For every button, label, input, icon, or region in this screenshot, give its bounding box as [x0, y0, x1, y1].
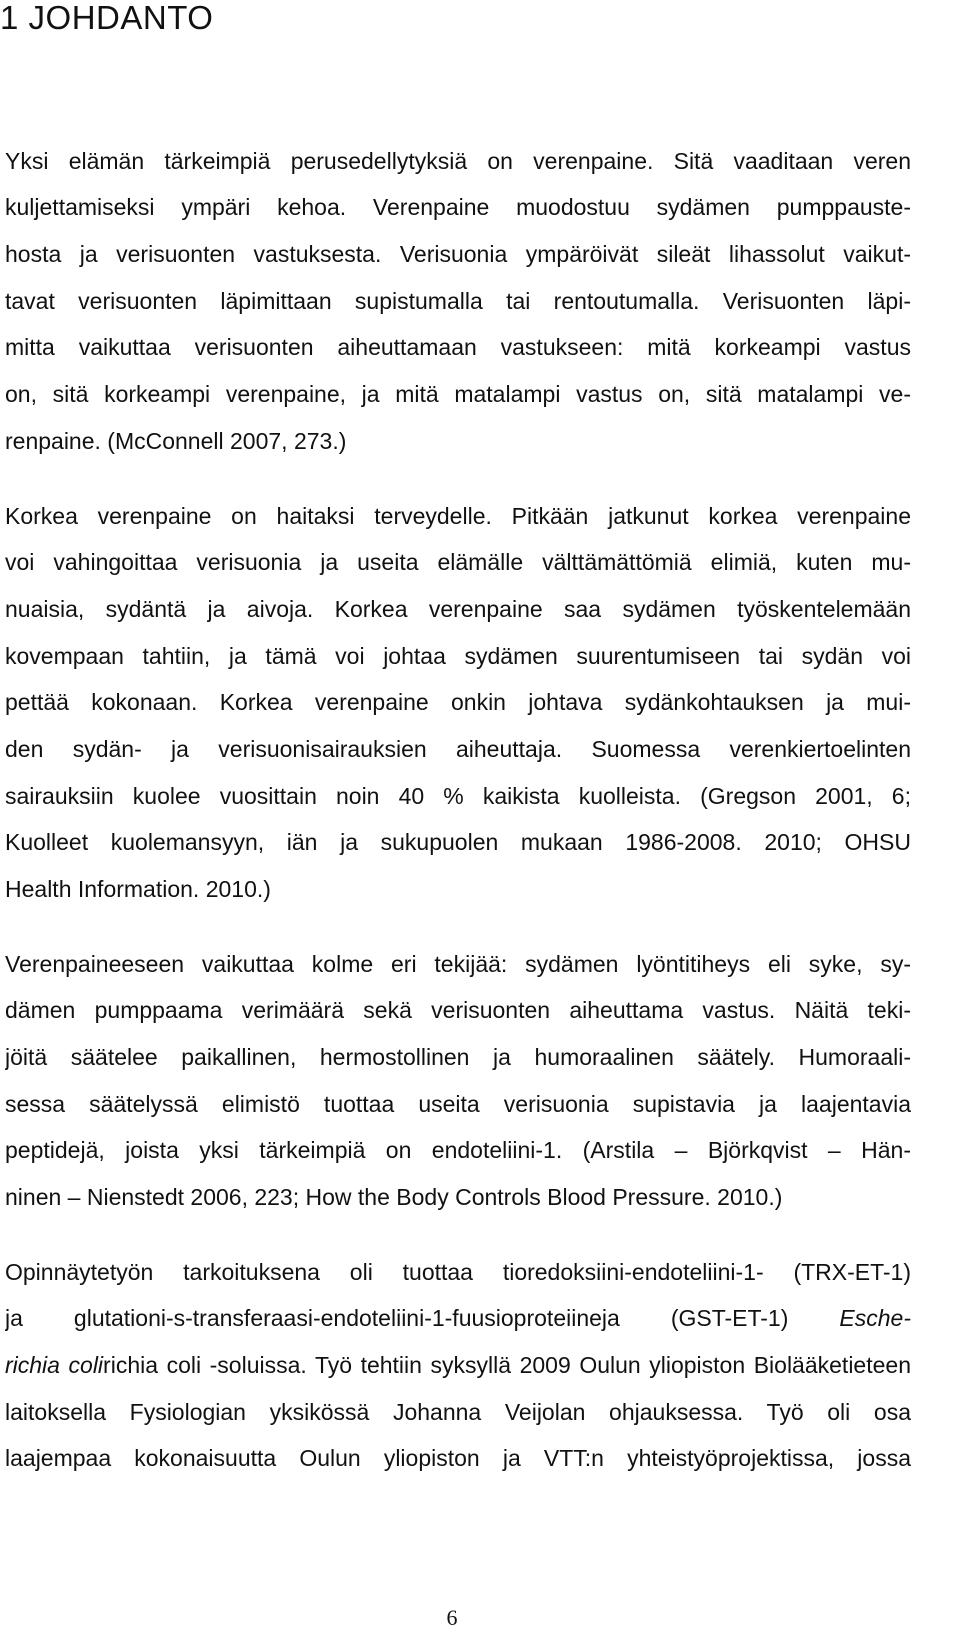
paragraph-4-line-4: laitoksella Fysiologian yksikössä Johanna Veijolan ohjauksessa. Työ oli osa [5, 1399, 911, 1425]
paragraph-2-line-7: sairauksiin kuolee vuosittain noin 40 % kaikista kuolleista. (Gregson 2001, 6; [5, 783, 911, 809]
paragraph-1-line-2: kuljettamiseksi ympäri kehoa. Verenpaine muodostuu sydämen pumppauste- [5, 194, 911, 220]
paragraph-3-line-4: sessa säätelyssä elimistö tuottaa useita verisuonia supistavia ja laajentavia [5, 1091, 911, 1117]
paragraph-3-line-1: Verenpaineeseen vaikuttaa kolme eri tekijää: sydämen lyöntitiheys eli syke, sy- [5, 951, 911, 977]
paragraph-2-line-8: Kuolleet kuolemansyyn, iän ja sukupuolen mukaan 1986-2008. 2010; OHSU [5, 829, 911, 855]
paragraph-4-line-3-italic: richia coli [5, 1352, 104, 1378]
paragraph-3-line-3: jöitä säätelee paikallinen, hermostollinen ja humoraalinen säätely. Humoraali- [5, 1044, 911, 1070]
paragraph-1-line-6: on, sitä korkeampi verenpaine, ja mitä matalampi vastus on, sitä matalampi ve- [5, 381, 911, 407]
paragraph-2-line-5: pettää kokonaan. Korkea verenpaine onkin johtava sydänkohtauksen ja mui- [5, 689, 911, 715]
paragraph-1-line-5: mitta vaikuttaa verisuonten aiheuttamaan vastukseen: mitä korkeampi vastus [5, 334, 911, 360]
paragraph-2-line-2: voi vahingoittaa verisuonia ja useita elämälle välttämättömiä elimiä, kuten mu- [5, 549, 911, 575]
paragraph-4-line-5: laajempaa kokonaisuutta Oulun yliopiston ja VTT:n yhteistyöprojektissa, jossa [5, 1445, 911, 1471]
paragraph-2-line-9: Health Information. 2010.) [5, 876, 271, 902]
paragraph-4-line-1: Opinnäytetyön tarkoituksena oli tuottaa tioredoksiini-endoteliini-1- (TRX-ET-1) [5, 1259, 911, 1285]
paragraph-4-line-3 [5, 1350, 911, 1380]
paragraph-4-line-2-text: ja glutationi-s-transferaasi-endoteliini-1-fuusioproteiineja (GST-ET-1) [5, 1305, 840, 1331]
paragraph-2-line-1: Korkea verenpaine on haitaksi terveydelle. Pitkään jatkunut korkea verenpaine [5, 503, 911, 529]
paragraph-4-line-3-text: richia coli -soluissa. Työ tehtiin syksyllä 2009 Oulun yliopiston Biolääketieteen [103, 1352, 911, 1378]
paragraph-1-line-7: renpaine. (McConnell 2007, 273.) [5, 428, 347, 454]
paragraph-3-line-6: ninen – Nienstedt 2006, 223; How the Body Controls Blood Pressure. 2010.) [5, 1184, 783, 1210]
paragraph-1-line-1: Yksi elämän tärkeimpiä perusedellytyksiä on verenpaine. Sitä vaaditaan veren [5, 148, 911, 174]
paragraph-4-line-2-italic: Esche- [839, 1305, 911, 1331]
page-number: 6 [446, 1605, 458, 1630]
paragraph-2-line-3: nuaisia, sydäntä ja aivoja. Korkea verenpaine saa sydämen työskentelemään [5, 596, 911, 622]
paragraph-2-line-4: kovempaan tahtiin, ja tämä voi johtaa sydämen suurentumiseen tai sydän voi [5, 643, 911, 669]
paragraph-1-line-4: tavat verisuonten läpimittaan supistumalla tai rentoutumalla. Verisuonten läpi- [5, 288, 911, 314]
chapter-heading: 1 JOHDANTO [0, 0, 214, 36]
paragraph-2-line-6: den sydän- ja verisuonisairauksien aiheuttaja. Suomessa verenkiertoelinten [5, 736, 911, 762]
paragraph-3-line-5: peptidejä, joista yksi tärkeimpiä on endoteliini-1. (Arstila – Björkqvist – Hän- [5, 1137, 911, 1163]
paragraph-3-line-2: dämen pumppaama verimäärä sekä verisuonten aiheuttama vastus. Näitä teki- [5, 997, 911, 1023]
paragraph-4-line-2 [5, 1303, 911, 1333]
paragraph-1-line-3: hosta ja verisuonten vastuksesta. Verisuonia ympäröivät sileät lihassolut vaikut- [5, 241, 911, 267]
